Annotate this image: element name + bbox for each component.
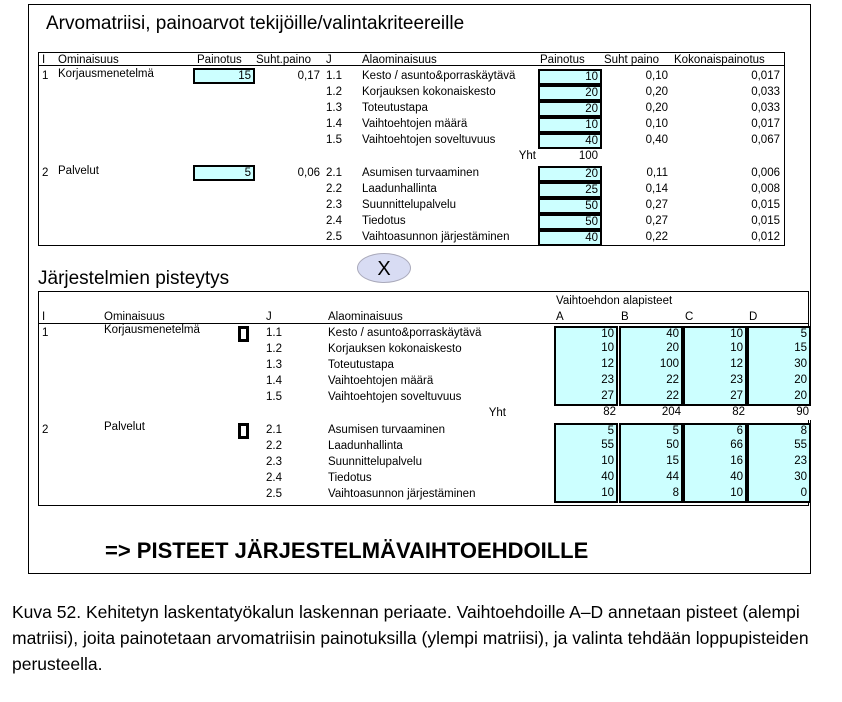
score-cell-a: 40 <box>554 471 618 488</box>
subcriterion-name: Vaihtoasunnon järjestäminen <box>362 231 510 243</box>
score-cell-c: 10 <box>683 326 747 343</box>
score-cell-b: 22 <box>619 390 683 406</box>
top-yht-value: 100 <box>578 150 598 162</box>
score-cell-c: 16 <box>683 455 747 472</box>
bottom-header-alaominaisuus: Alaominaisuus <box>328 311 403 323</box>
score-cell-c: 27 <box>683 390 747 406</box>
top-header-painotus: Painotus <box>197 54 242 66</box>
subcriterion-total-weight: 0,006 <box>751 167 780 179</box>
subcriterion-weight-input: 40 <box>538 133 602 149</box>
subcriterion-index: 1.2 <box>266 343 282 355</box>
subcriterion-weight-input: 25 <box>538 182 602 198</box>
subcriterion-index: 1.1 <box>266 327 282 339</box>
total-score-a: 82 <box>554 406 618 420</box>
subcriterion-name: Kesto / asunto&porraskäytävä <box>328 327 482 339</box>
score-cell-b: 50 <box>619 439 683 456</box>
score-cell-c: 23 <box>683 374 747 391</box>
top-header-suht2: Suht paino <box>604 54 659 66</box>
top-title: Arvomatriisi, painoarvot tekijöille/valintakriteereille <box>46 13 465 34</box>
group-index: 1 <box>42 70 49 82</box>
bottom-header-ominaisuus: Ominaisuus <box>104 311 165 323</box>
subcriterion-name: Toteutustapa <box>362 102 428 114</box>
score-cell-a: 10 <box>554 326 618 343</box>
total-score-d: 90 <box>747 406 811 420</box>
subcriterion-index: 1.1 <box>326 70 342 82</box>
group-name: Palvelut <box>58 165 99 177</box>
subcriterion-name: Vaihtoehtojen soveltuvuus <box>362 134 496 146</box>
subcriterion-index: 1.4 <box>266 375 282 387</box>
score-cell-d: 5 <box>747 326 811 343</box>
group-marker <box>238 326 249 342</box>
conclusion-text: => PISTEET JÄRJESTELMÄVAIHTOEHDOILLE <box>105 538 589 563</box>
subcriterion-index: 2.3 <box>266 456 282 468</box>
subcriterion-index: 2.4 <box>326 215 342 227</box>
score-cell-d: 30 <box>747 471 811 488</box>
subcriterion-name: Vaihtoehtojen määrä <box>328 375 434 387</box>
bottom-header-a: A <box>556 311 564 323</box>
subcriterion-weight-input: 10 <box>538 117 602 133</box>
bottom-yht-label: Yht <box>488 407 506 419</box>
score-cell-a: 23 <box>554 374 618 391</box>
subcriterion-relative-weight: 0,27 <box>645 199 668 211</box>
subcriterion-relative-weight: 0,10 <box>645 118 668 130</box>
score-cell-d: 20 <box>747 374 811 391</box>
top-header-painotus2: Painotus <box>540 54 585 66</box>
subcriterion-index: 2.5 <box>266 488 282 500</box>
subcriterion-name: Laadunhallinta <box>328 440 403 452</box>
multiply-symbol: X <box>357 253 411 283</box>
subcriterion-total-weight: 0,017 <box>751 70 780 82</box>
subcriterion-relative-weight: 0,27 <box>645 215 668 227</box>
figure-caption: Kuva 52. Kehitetyn laskentatyökalun laskennan periaate. Vaihtoehdoille A–D annetaan pisteet (alempi matriisi), joita painotetaan arvomatriisin painotuksilla (ylempi matriisi), ja valinta tehdään loppupisteiden perusteella. <box>12 602 809 674</box>
subcriterion-index: 2.1 <box>326 167 342 179</box>
score-cell-d: 55 <box>747 439 811 456</box>
score-cell-c: 10 <box>683 487 747 503</box>
top-header-kokonais: Kokonaispainotus <box>674 54 765 66</box>
group-weight-input: 15 <box>193 68 255 84</box>
subcriterion-name: Vaihtoehtojen soveltuvuus <box>328 391 462 403</box>
score-cell-c: 12 <box>683 358 747 375</box>
subcriterion-total-weight: 0,015 <box>751 199 780 211</box>
subcriterion-relative-weight: 0,40 <box>645 134 668 146</box>
subcriterion-name: Vaihtoehtojen määrä <box>362 118 468 130</box>
score-cell-a: 55 <box>554 439 618 456</box>
subcriterion-total-weight: 0,015 <box>751 215 780 227</box>
subcriterion-name: Korjauksen kokonaiskesto <box>362 86 496 98</box>
subcriterion-index: 2.5 <box>326 231 342 243</box>
score-cell-a: 10 <box>554 342 618 359</box>
subcriterion-name: Toteutustapa <box>328 359 394 371</box>
group-index: 1 <box>42 327 49 339</box>
group-name: Palvelut <box>104 421 145 433</box>
score-cell-d: 0 <box>747 487 811 503</box>
bottom-header-vaihtoehdon: Vaihtoehdon alapisteet <box>556 295 673 307</box>
subcriterion-name: Suunnittelupalvelu <box>328 456 422 468</box>
group-name: Korjausmenetelmä <box>58 68 154 80</box>
subcriterion-index: 1.2 <box>326 86 342 98</box>
subcriterion-name: Korjauksen kokonaiskesto <box>328 343 462 355</box>
bottom-header-b: B <box>621 311 629 323</box>
bottom-header-j: J <box>266 311 272 323</box>
group-index: 2 <box>42 167 49 179</box>
top-header-divider <box>38 65 785 66</box>
score-cell-b: 100 <box>619 358 683 375</box>
top-header-suht: Suht.paino <box>256 54 311 66</box>
subcriterion-name: Laadunhallinta <box>362 183 437 195</box>
score-cell-d: 15 <box>747 342 811 359</box>
subcriterion-relative-weight: 0,22 <box>645 231 668 243</box>
subcriterion-total-weight: 0,017 <box>751 118 780 130</box>
subcriterion-weight-input: 20 <box>538 101 602 117</box>
group-marker <box>238 423 249 439</box>
subcriterion-index: 1.4 <box>326 118 342 130</box>
top-header-j: J <box>326 54 332 66</box>
subcriterion-index: 1.5 <box>326 134 342 146</box>
subcriterion-relative-weight: 0,20 <box>645 102 668 114</box>
group-weight-input: 5 <box>193 165 255 181</box>
bottom-header-i: I <box>42 311 46 323</box>
score-cell-b: 15 <box>619 455 683 472</box>
score-cell-d: 23 <box>747 455 811 472</box>
score-cell-a: 10 <box>554 455 618 472</box>
subcriterion-name: Suunnittelupalvelu <box>362 199 456 211</box>
subcriterion-name: Tiedotus <box>362 215 406 227</box>
total-score-c: 82 <box>683 406 747 420</box>
subcriterion-weight-input: 40 <box>538 230 602 246</box>
group-relative-weight: 0,06 <box>297 167 320 179</box>
score-cell-d: 8 <box>747 423 811 440</box>
subcriterion-relative-weight: 0,11 <box>646 167 668 179</box>
subcriterion-weight-input: 10 <box>538 69 602 85</box>
subcriterion-index: 2.2 <box>326 183 342 195</box>
bottom-title: Järjestelmien pisteytys <box>38 268 230 289</box>
score-cell-c: 6 <box>683 423 747 440</box>
bottom-header-d: D <box>749 311 758 323</box>
score-cell-d: 20 <box>747 390 811 406</box>
top-yht-label: Yht <box>518 150 536 162</box>
score-cell-c: 66 <box>683 439 747 456</box>
subcriterion-name: Vaihtoasunnon järjestäminen <box>328 488 476 500</box>
subcriterion-relative-weight: 0,20 <box>645 86 668 98</box>
group-name: Korjausmenetelmä <box>104 324 200 336</box>
subcriterion-weight-input: 20 <box>538 166 602 182</box>
score-cell-a: 12 <box>554 358 618 375</box>
total-score-b: 204 <box>619 406 683 420</box>
score-cell-b: 44 <box>619 471 683 488</box>
score-cell-b: 20 <box>619 342 683 359</box>
subcriterion-total-weight: 0,033 <box>751 102 780 114</box>
subcriterion-index: 2.4 <box>266 472 282 484</box>
subcriterion-name: Kesto / asunto&porraskäytävä <box>362 70 516 82</box>
subcriterion-relative-weight: 0,10 <box>645 70 668 82</box>
subcriterion-weight-input: 50 <box>538 198 602 214</box>
subcriterion-weight-input: 20 <box>538 85 602 101</box>
subcriterion-weight-input: 50 <box>538 214 602 230</box>
score-cell-b: 5 <box>619 423 683 440</box>
group-index: 2 <box>42 424 49 436</box>
top-header-alaominaisuus: Alaominaisuus <box>362 54 437 66</box>
top-header-i: I <box>42 54 46 66</box>
subcriterion-index: 2.3 <box>326 199 342 211</box>
score-cell-b: 8 <box>619 487 683 503</box>
subcriterion-index: 1.5 <box>266 391 282 403</box>
score-cell-d: 30 <box>747 358 811 375</box>
bottom-header-c: C <box>685 311 694 323</box>
score-cell-a: 5 <box>554 423 618 440</box>
score-cell-c: 10 <box>683 342 747 359</box>
subcriterion-total-weight: 0,033 <box>751 86 780 98</box>
subcriterion-index: 1.3 <box>326 102 342 114</box>
score-cell-c: 40 <box>683 471 747 488</box>
subcriterion-index: 2.2 <box>266 440 282 452</box>
subcriterion-relative-weight: 0,14 <box>645 183 668 195</box>
subcriterion-total-weight: 0,008 <box>751 183 780 195</box>
subcriterion-index: 1.3 <box>266 359 282 371</box>
top-header-ominaisuus: Ominaisuus <box>58 54 119 66</box>
subcriterion-name: Tiedotus <box>328 472 372 484</box>
score-cell-a: 10 <box>554 487 618 503</box>
score-cell-b: 22 <box>619 374 683 391</box>
group-relative-weight: 0,17 <box>297 70 320 82</box>
subcriterion-index: 2.1 <box>266 424 282 436</box>
subcriterion-name: Asumisen turvaaminen <box>328 424 445 436</box>
subcriterion-total-weight: 0,067 <box>751 134 780 146</box>
score-cell-b: 40 <box>619 326 683 343</box>
score-cell-a: 27 <box>554 390 618 406</box>
subcriterion-name: Asumisen turvaaminen <box>362 167 479 179</box>
subcriterion-total-weight: 0,012 <box>751 231 780 243</box>
